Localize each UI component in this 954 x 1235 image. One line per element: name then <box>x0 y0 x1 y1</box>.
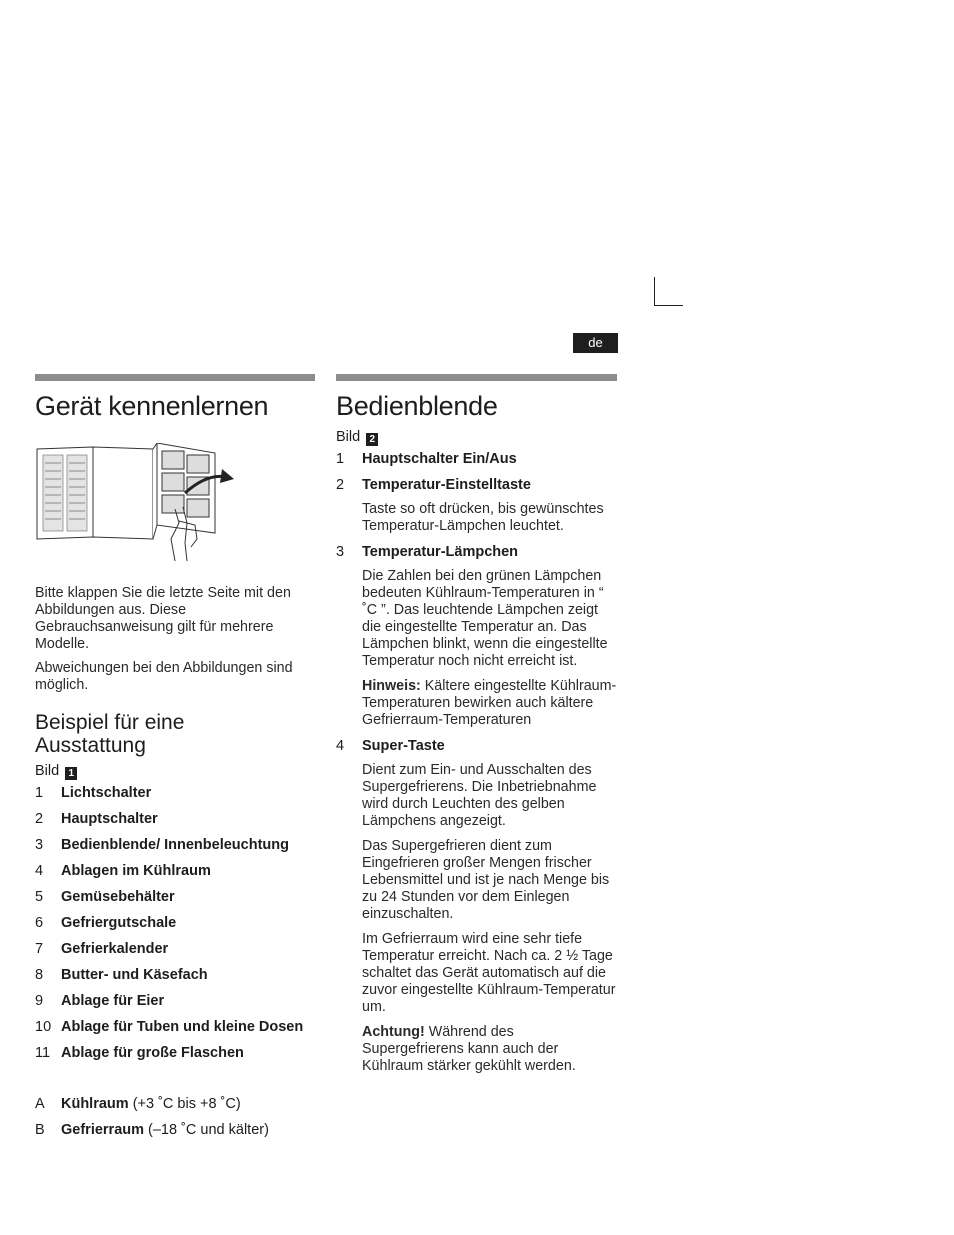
item-label: Gefriergutschale <box>61 915 177 931</box>
item-number: 8 <box>35 967 44 983</box>
warning-text: Während des Supergefrierens kann auch der Kühlraum stärker gekühlt werden. <box>362 1024 576 1074</box>
item-number: 10 <box>35 1019 52 1035</box>
item-description: Die Zahlen bei den grünen Lämpchen bedeuten Kühlraum-Temperaturen in “ ˚C ”. Das leuchtende Lämpchen zeigt die eingestellte Temperatur an. Das Lämpchen blinkt, wenn die eingestellte Temperatur noch nicht erreicht ist. <box>362 568 608 669</box>
figure-number-badge: 1 <box>65 767 77 780</box>
item-number: 5 <box>35 889 44 905</box>
item-number: 1 <box>35 785 44 801</box>
zone-label: Kühlraum <box>61 1096 129 1112</box>
item-description: Dient zum Ein- und Ausschalten des Supergefrierens. Die Inbetriebnahme wird durch Leuchten des gelben Lämpchens angezeigt. <box>362 762 597 829</box>
crop-mark <box>654 305 683 306</box>
item-label: Gefrierkalender <box>61 941 169 957</box>
item-number: 9 <box>35 993 44 1009</box>
note-label: Hinweis: <box>362 678 421 694</box>
item-number: 4 <box>336 738 345 754</box>
item-label: Gemüsebehälter <box>61 889 175 905</box>
item-label: Ablage für Eier <box>61 993 165 1009</box>
item-label: Bedienblende/ Innenbeleuchtung <box>61 837 289 853</box>
zone-temperature: (+3 ˚C bis +8 ˚C) <box>128 1096 241 1112</box>
list-item <box>35 888 315 906</box>
list-item <box>35 992 315 1010</box>
figure-label: Bild <box>35 763 60 779</box>
list-item <box>35 1044 315 1062</box>
deviation-note: Abweichungen bei den Abbildungen sind möglich. <box>35 660 293 693</box>
item-number: 3 <box>336 544 345 560</box>
item-label: Lichtschalter <box>61 785 152 801</box>
item-number: 11 <box>35 1045 51 1061</box>
list-item <box>336 450 617 468</box>
figure-number-badge: 2 <box>366 433 378 446</box>
list-item <box>35 810 315 828</box>
item-number: 1 <box>336 451 345 467</box>
subsection-title-line1: Beispiel für eine <box>35 711 185 734</box>
zone-letter: A <box>35 1096 45 1112</box>
component-list <box>35 784 315 1062</box>
item-number: 4 <box>35 863 44 879</box>
warning-paragraph <box>362 1024 617 1075</box>
figure-reference <box>336 427 617 447</box>
section-title-bedienblende: Bedienblende <box>336 391 498 421</box>
list-item <box>336 476 617 494</box>
left-column <box>35 374 315 1139</box>
figure-label: Bild <box>336 429 361 445</box>
zone-item <box>35 1121 315 1139</box>
item-description: Im Gefrierraum wird eine sehr tiefe Temperatur erreicht. Nach ca. 2 ½ Tage schaltet das Gerät automatisch auf die zuvor eingestellte Kühlraum-Temperatur um. <box>362 931 616 1015</box>
section-rule <box>35 374 315 381</box>
list-item <box>336 543 617 561</box>
item-label: Hauptschalter Ein/Aus <box>362 451 517 467</box>
item-number: 2 <box>336 477 345 493</box>
item-label: Ablage für große Flaschen <box>61 1045 244 1061</box>
crop-mark <box>654 277 655 305</box>
item-label: Temperatur-Lämpchen <box>362 544 519 560</box>
section-title-geraet: Gerät kennenlernen <box>35 391 269 421</box>
section-rule <box>336 374 617 381</box>
zone-letter: B <box>35 1122 45 1138</box>
list-item <box>35 862 315 880</box>
item-label: Butter- und Käsefach <box>61 967 208 983</box>
item-label: Ablagen im Kühlraum <box>61 863 211 879</box>
item-label: Ablage für Tuben und kleine Dosen <box>61 1019 304 1035</box>
note-text: Kältere eingestellte Kühlraum-Temperaturen bewirken auch kältere Gefrierraum-Temperaturen <box>362 678 617 728</box>
item-number: 6 <box>35 915 44 931</box>
figure-reference <box>35 761 315 781</box>
item-number: 2 <box>35 811 44 827</box>
right-column <box>336 374 617 1075</box>
item-number: 7 <box>35 941 44 957</box>
zone-item <box>35 1095 315 1113</box>
item-description: Das Supergefrieren dient zum Eingefrieren großer Mengen frischer Lebensmittel und ist je nach Menge bis zu 24 Stunden vor dem Einlegen einzuschalten. <box>362 838 610 922</box>
zone-temperature: (–18 ˚C und kälter) <box>144 1122 269 1138</box>
list-item <box>35 966 315 984</box>
list-item <box>35 914 315 932</box>
list-item <box>35 1018 315 1036</box>
list-item <box>35 784 315 802</box>
item-number: 3 <box>35 837 44 853</box>
list-item <box>336 737 617 755</box>
note-paragraph <box>362 678 617 729</box>
subsection-title-line2: Ausstattung <box>35 734 146 757</box>
list-item <box>35 836 315 854</box>
zone-list <box>35 1095 315 1139</box>
item-description: Taste so oft drücken, bis gewünschtes Temperatur-Lämpchen leuchtet. <box>362 501 604 534</box>
language-badge: de <box>573 333 618 353</box>
item-label: Hauptschalter <box>61 811 158 827</box>
manual-unfold-illustration <box>35 443 240 568</box>
warning-label: Achtung! <box>362 1024 425 1040</box>
zone-label: Gefrierraum <box>61 1122 145 1138</box>
list-item <box>35 940 315 958</box>
item-label: Temperatur-Einstelltaste <box>362 477 531 493</box>
intro-paragraph: Bitte klappen Sie die letzte Seite mit den Abbildungen aus. Diese Gebrauchsanweisung gilt für mehrere Modelle. <box>35 585 291 652</box>
item-label: Super-Taste <box>362 738 445 754</box>
